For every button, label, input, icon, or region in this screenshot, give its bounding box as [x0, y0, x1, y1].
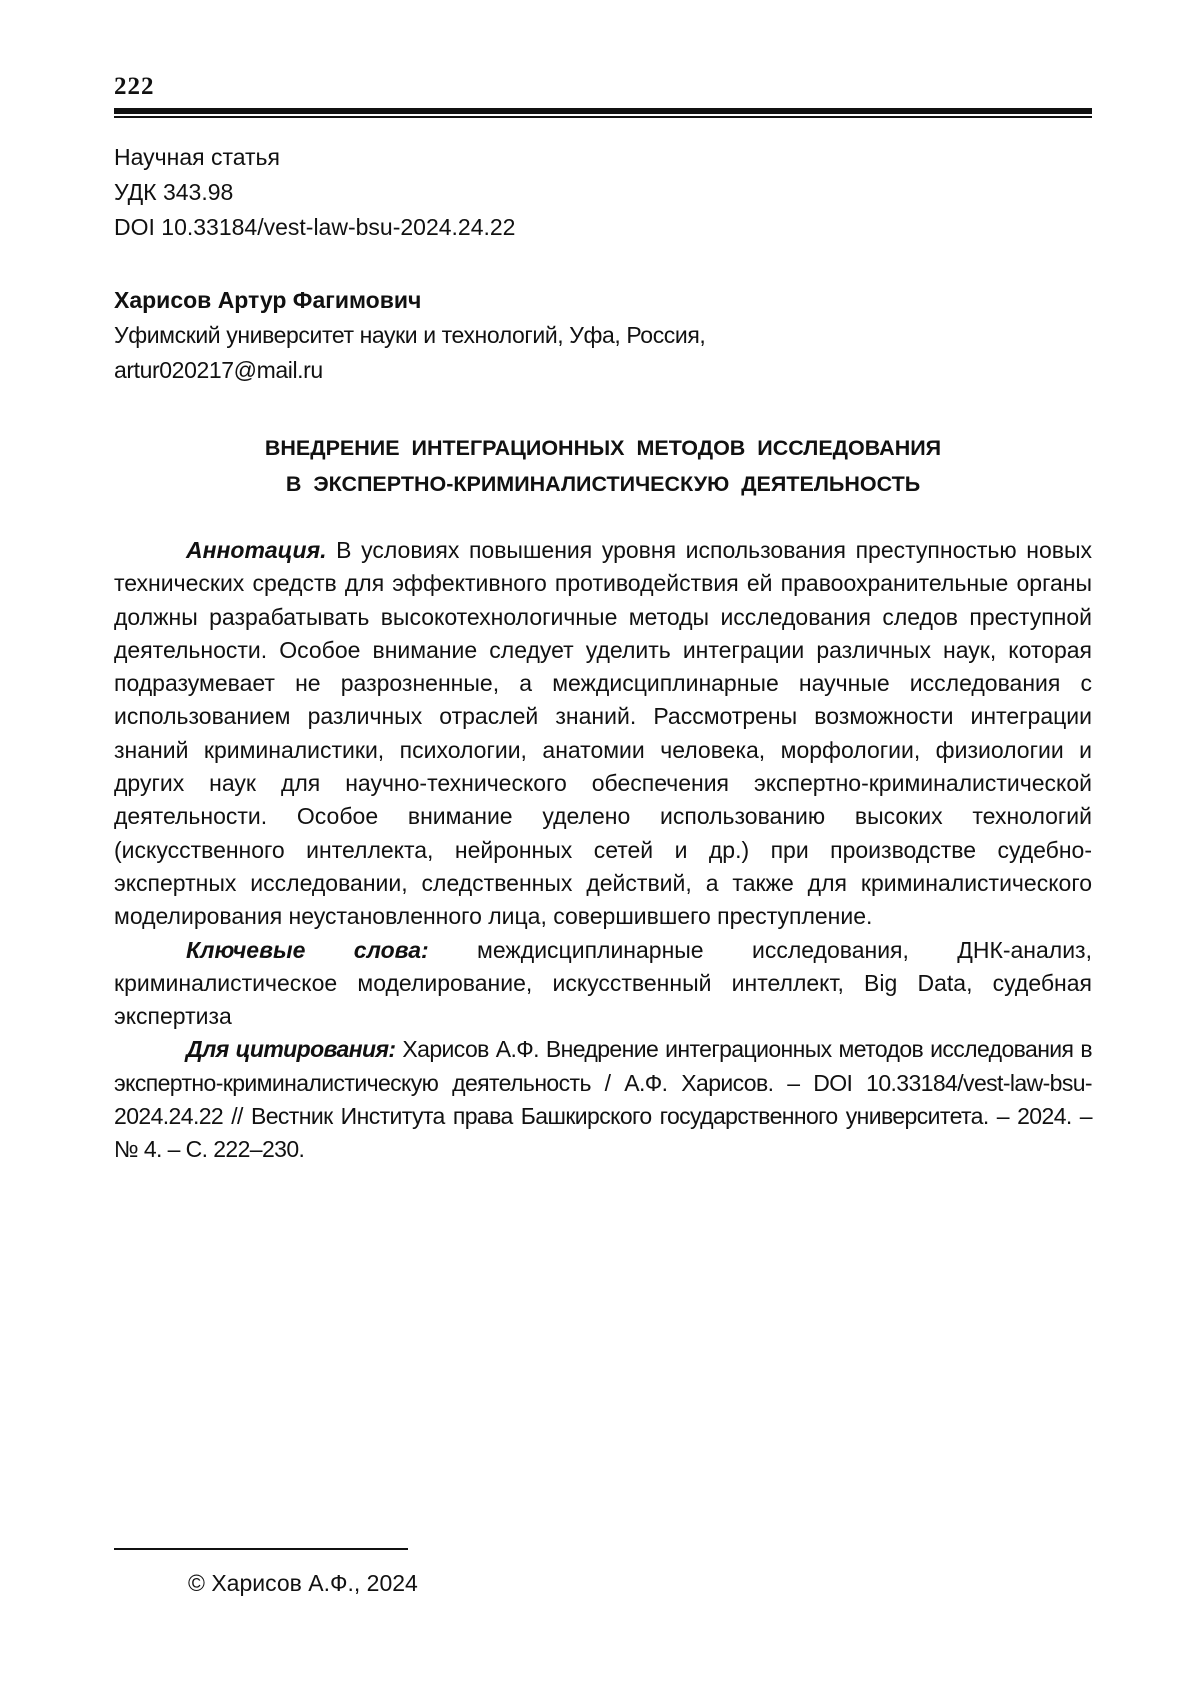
keywords-label: Ключевые слова:	[186, 936, 429, 963]
article-body	[114, 534, 1092, 1167]
citation-paragraph	[114, 1033, 1092, 1166]
doi: DOI 10.33184/vest-law-bsu-2024.24.22	[114, 214, 516, 240]
abstract-label: Аннотация.	[186, 537, 327, 563]
article-title	[114, 430, 1092, 502]
article-type: Научная статья	[114, 144, 280, 170]
abstract-paragraph	[114, 534, 1092, 934]
author-email: artur020217@mail.ru	[114, 357, 323, 383]
header-rule-thick	[114, 108, 1092, 114]
abstract-text: В условиях повышения уровня использования преступностью новых технических средств для эффективного противодействия ей правоохранительные органы должны разрабатывать высокотехнологичные методы исследования следов преступной деятельности. Особое внимание следует уделить интеграции различных наук, которая подразумевает не разрозненные, а междисциплинарные научные исследования с использованием различных отраслей знаний. Рассмотрены возможности интеграции знаний криминалистики, психологии, анатомии человека, морфологии, физиологии и других наук для научно-технического обеспечения экспертно-криминалистической деятельности. Особое внимание уделено использованию высоких технологий (искусственного интеллекта, нейронных сетей и др.) при производстве судебно-экспертных исследовании, следственных действий, а также для криминалистического моделирования неустановленного лица, совершившего преступление.	[114, 537, 1092, 930]
article-page	[114, 0, 1092, 1698]
title-line-1: ВНЕДРЕНИЕ ИНТЕГРАЦИОННЫХ МЕТОДОВ ИССЛЕДОВАНИЯ	[264, 436, 942, 460]
author-affiliation: Уфимский университет науки и технологий, Уфа, Россия,	[114, 322, 706, 348]
citation-label: Для цитирования:	[186, 1036, 396, 1063]
citation-text: Харисов А.Ф. Внедрение интеграционных методов исследования в экспертно-криминалистическую деятельность / А.Ф. Харисов. – DOI 10.33184/vest-law-bsu-2024.24.22 // Вестник Института права Башкирского государственного университета. – 2024. – № 4. – С. 222–230.	[114, 1036, 1092, 1163]
udc-code: УДК 343.98	[114, 179, 234, 205]
footnote-rule	[114, 1548, 408, 1550]
page-number: 222	[114, 73, 155, 100]
article-meta	[114, 140, 515, 245]
keywords-paragraph	[114, 934, 1092, 1034]
keywords-text: междисциплинарные исследования, ДНК-анализ, криминалистическое моделирование, искусственный интеллект, Big Data, судебная экспертиза	[114, 936, 1092, 1030]
copyright-footnote: © Харисов А.Ф., 2024	[188, 1570, 418, 1596]
author-block	[114, 283, 705, 388]
title-line-2: В ЭКСПЕРТНО-КРИМИНАЛИСТИЧЕСКУЮ ДЕЯТЕЛЬНОСТЬ	[285, 472, 921, 496]
header-rule-thin	[114, 116, 1092, 118]
author-name: Харисов Артур Фагимович	[114, 287, 422, 313]
